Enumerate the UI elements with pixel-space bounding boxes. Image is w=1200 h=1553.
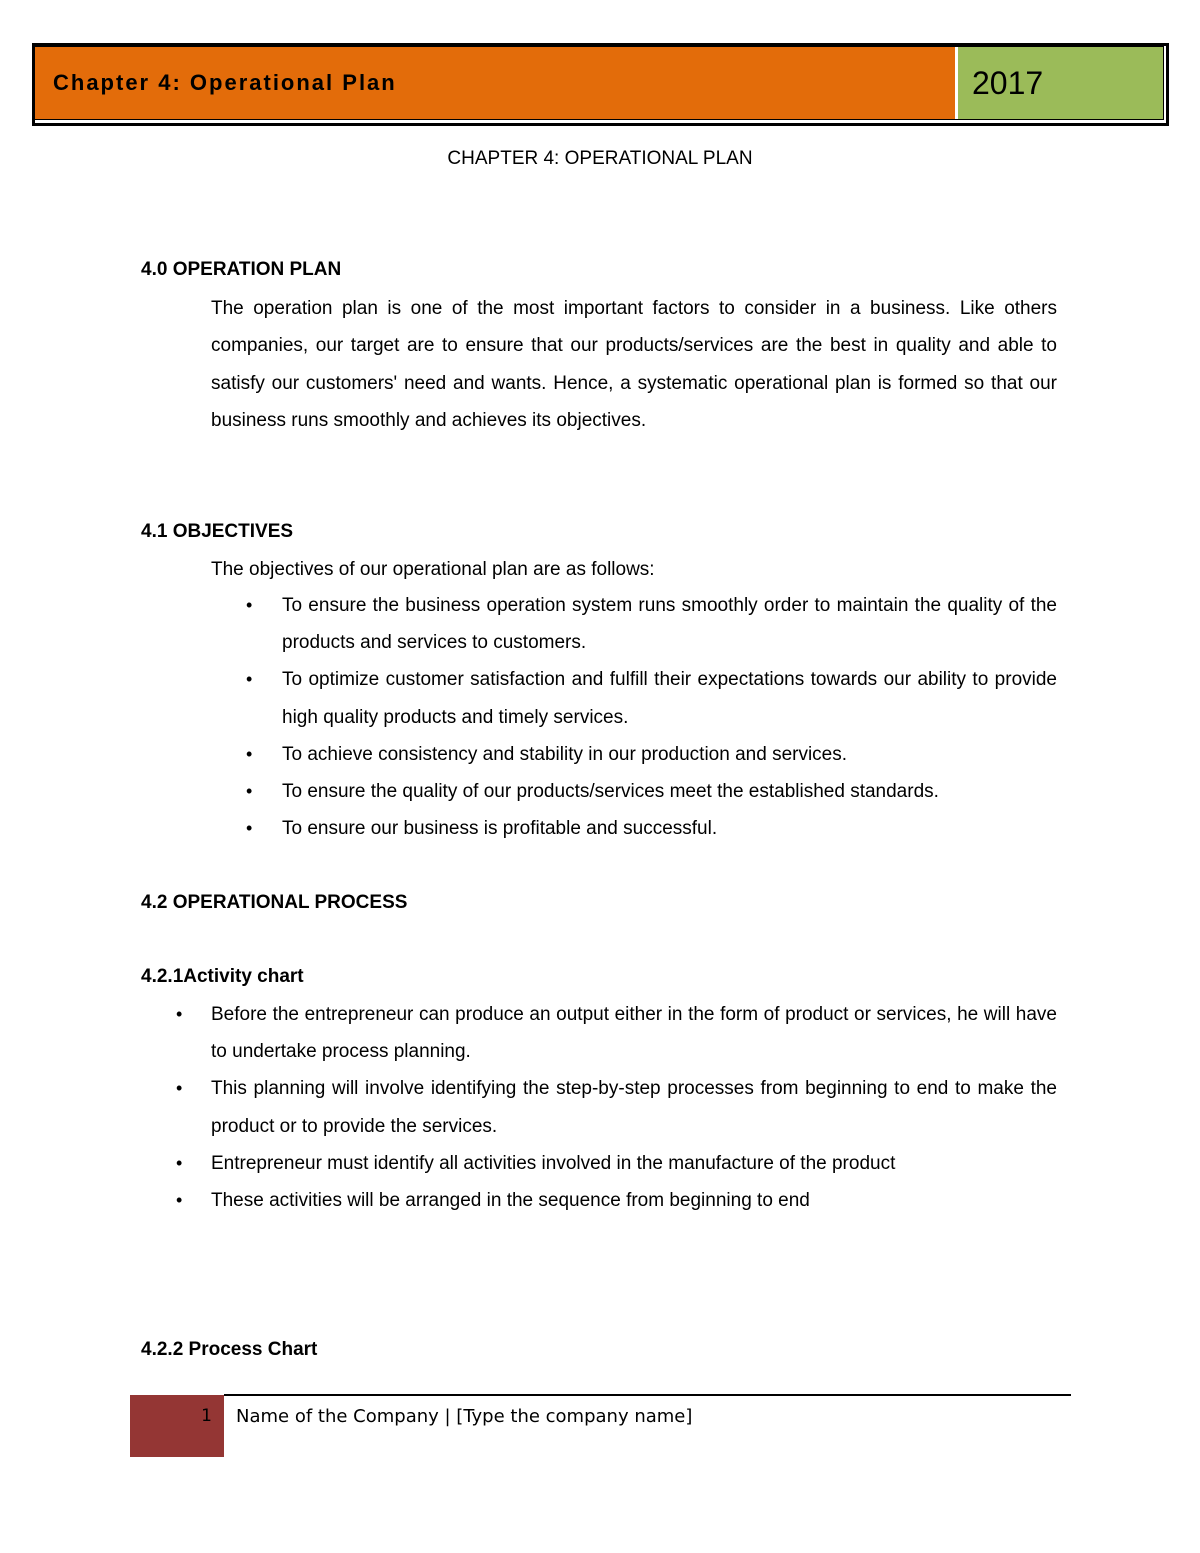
activity-chart-list — [176, 996, 1057, 1219]
list-item-text: To optimize customer satisfaction and fulfill their expectations towards our ability to provide high quality products and timely services. — [282, 669, 1057, 728]
list-item — [246, 773, 1057, 810]
chapter-heading: CHAPTER 4: OPERATIONAL PLAN — [447, 148, 753, 169]
section-heading-4-0: 4.0 OPERATION PLAN — [141, 259, 342, 280]
section-heading-4-2-1: 4.2.1Activity chart — [141, 966, 304, 987]
bullet-icon: • — [176, 1004, 183, 1024]
section-heading-4-2-2: 4.2.2 Process Chart — [141, 1339, 318, 1360]
section-4-1-intro: The objectives of our operational plan are as follows: — [211, 559, 655, 580]
bullet-icon: • — [246, 743, 253, 764]
list-item — [246, 587, 1057, 661]
header-band — [34, 46, 1164, 120]
list-item — [176, 996, 1057, 1070]
footer-page-number: 1 — [201, 1406, 212, 1426]
list-item — [246, 736, 1057, 773]
footer-rule — [224, 1394, 1071, 1396]
bullet-icon: • — [246, 781, 253, 802]
bullet-icon: • — [246, 818, 253, 839]
footer-page-block — [130, 1395, 224, 1457]
list-item-text: This planning will involve identifying the step-by-step processes from beginning to end to make the product or to provide the services. — [211, 1078, 1057, 1137]
bullet-icon: • — [176, 1152, 183, 1173]
list-item — [176, 1145, 1057, 1182]
section-4-0-body: The operation plan is one of the most important factors to consider in a business. Like others companies, our target are to ensure that our products/services are the best in quality and able to satisfy our customers' need and wants. Hence, a systematic operational plan is formed so that our business runs smoothly and achieves its objectives. — [211, 298, 1057, 431]
objectives-list — [246, 587, 1057, 847]
list-item-text: Entrepreneur must identify all activities involved in the manufacture of the product — [211, 1152, 896, 1174]
header-title: Chapter 4: Operational Plan — [35, 47, 955, 119]
list-item-text: Before the entrepreneur can produce an output either in the form of product or services, he will have to undertake process planning. — [211, 1004, 1057, 1063]
list-item-text: To ensure our business is profitable and successful. — [282, 818, 718, 840]
section-heading-4-1: 4.1 OBJECTIVES — [141, 521, 294, 542]
footer-company-text: Name of the Company | [Type the company name] — [236, 1406, 693, 1427]
list-item — [176, 1182, 1057, 1219]
section-heading-4-2: 4.2 OPERATIONAL PROCESS — [141, 892, 408, 913]
bullet-icon: • — [246, 669, 253, 690]
list-item-text: To achieve consistency and stability in our production and services. — [282, 743, 848, 765]
list-item — [246, 661, 1057, 735]
list-item-text: To ensure the quality of our products/services meet the established standards. — [282, 781, 939, 803]
bullet-icon: • — [176, 1078, 183, 1099]
bullet-icon: • — [246, 595, 253, 615]
list-item — [246, 810, 1057, 847]
list-item — [176, 1070, 1057, 1144]
header-year: 2017 — [955, 47, 1163, 119]
list-item-text: These activities will be arranged in the sequence from beginning to end — [211, 1190, 810, 1212]
list-item-text: To ensure the business operation system runs smoothly order to maintain the quality of the products and services to customers. — [282, 595, 1057, 654]
bullet-icon: • — [176, 1190, 183, 1211]
